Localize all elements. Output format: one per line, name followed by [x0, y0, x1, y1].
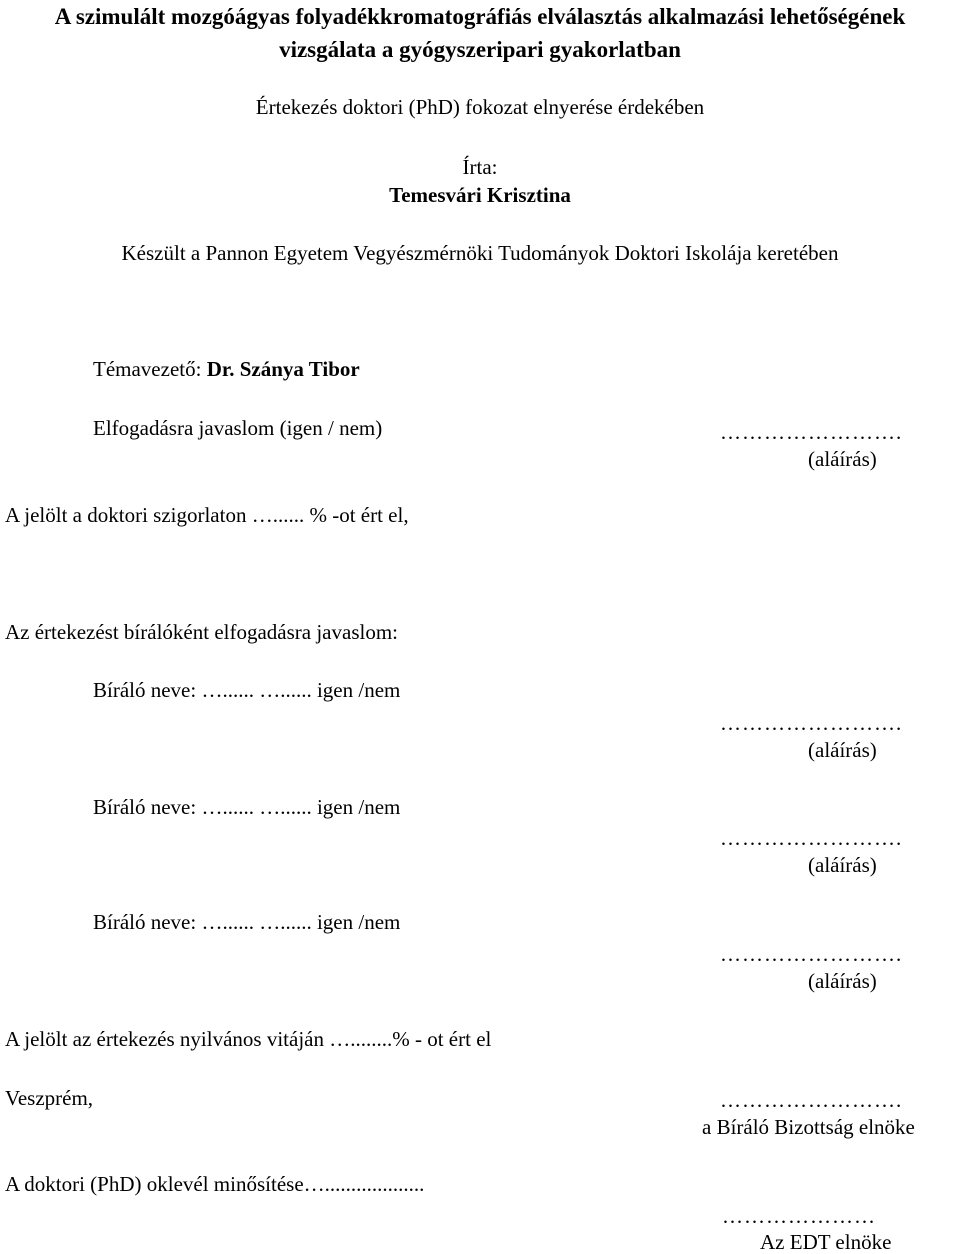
author-name: Temesvári Krisztina [389, 183, 571, 207]
reviewer-2-signature-label: (aláírás) [808, 853, 877, 877]
reviewer-1-signature-label: (aláírás) [808, 738, 877, 762]
thesis-subtitle: Értekezés doktori (PhD) fokozat elnyerése érdekében [255, 95, 705, 119]
supervisor-line [93, 357, 360, 381]
supervisor-signature-label: (aláírás) [808, 447, 877, 471]
reviewer-1-signature-line: ……………………. [720, 711, 903, 735]
reviewer-3-signature-label: (aláírás) [808, 969, 877, 993]
committee-signature-line: ……………………. [720, 1088, 903, 1112]
thesis-title: A szimulált mozgóágyas folyadékkromatográfiás elválasztás alkalmazási lehetőségének vizsgálata a gyógyszeripari gyakorlatban [54, 4, 906, 62]
place-label: Veszprém, [5, 1086, 94, 1110]
exam-result-line: A jelölt a doktori szigorlaton …...... % -ot ért el, [5, 503, 409, 527]
defense-result-line: A jelölt az értekezés nyilvános vitáján …........% - ot ért el [5, 1027, 492, 1051]
reviewer-2-line: Bíráló neve: …...... …...... igen /nem [93, 795, 401, 819]
diploma-rating-line: A doktori (PhD) oklevél minősítése…................... [5, 1172, 425, 1196]
reviewer-3-line: Bíráló neve: …...... …...... igen /nem [93, 910, 401, 934]
supervisor-label: Témavezető: [93, 357, 202, 381]
supervisor-recommendation: Elfogadásra javaslom (igen / nem) [93, 416, 383, 440]
reviewer-1-line: Bíráló neve: …...... …...... igen /nem [93, 678, 401, 702]
edt-signature-line: ………………… [722, 1204, 876, 1228]
supervisor-signature-line: ……………………. [720, 420, 903, 444]
reviewer-3-signature-line: ……………………. [720, 942, 903, 966]
reviewer-2-signature-line: ……………………. [720, 826, 903, 850]
reviewers-intro: Az értekezést bírálóként elfogadásra javaslom: [5, 620, 398, 644]
supervisor-name: Dr. Szánya Tibor [206, 357, 360, 381]
edt-chair-label: Az EDT elnöke [760, 1230, 892, 1254]
author-label: Írta: [462, 155, 498, 179]
institution-line: Készült a Pannon Egyetem Vegyészmérnöki Tudományok Doktori Iskolája keretében [121, 241, 839, 265]
committee-chair-label: a Bíráló Bizottság elnöke [702, 1115, 915, 1139]
